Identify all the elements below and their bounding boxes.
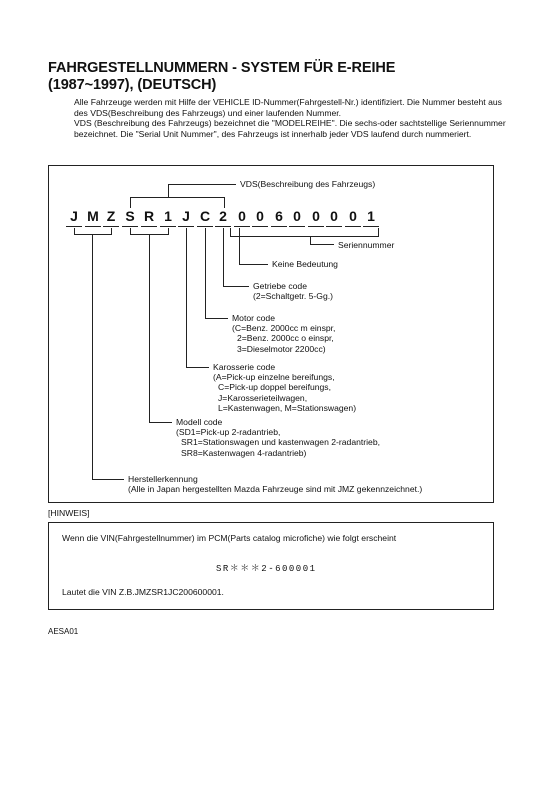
vin-char: 0	[349, 208, 357, 224]
motor-detail-2: 2=Benz. 2000cc o einspr,	[237, 333, 334, 344]
page-title: FAHRGESTELLNUMMERN - SYSTEM FÜR E-REIHE	[48, 60, 396, 76]
vin-char: 0	[293, 208, 301, 224]
vin-char: 0	[256, 208, 264, 224]
vin-char: 6	[275, 208, 283, 224]
vin-char: Z	[106, 208, 116, 224]
vin-char: 1	[367, 208, 375, 224]
page-subtitle: (1987~1997), (DEUTSCH)	[48, 77, 217, 93]
karosserie-code-label	[213, 362, 356, 413]
getriebe-detail: (2=Schaltgetr. 5-Gg.)	[253, 291, 334, 302]
vin-char: C	[199, 208, 211, 224]
hersteller-label	[128, 474, 422, 494]
vin-char: J	[182, 208, 190, 224]
karosserie-title: Karosserie code	[213, 362, 276, 372]
intro-text	[74, 97, 514, 139]
hersteller-title: Herstellerkennung	[128, 474, 198, 484]
modell-detail-1: (SD1=Pick-up 2-radantrieb,	[176, 427, 281, 438]
karosserie-detail-3: J=Karosserieteilwagen,	[218, 392, 308, 403]
keine-bedeutung-label: Keine Bedeutung	[272, 259, 338, 269]
hinweis-code: SR＊＊＊2-600001	[216, 564, 317, 574]
intro-paragraph-1: Alle Fahrzeuge werden mit Hilfe der VEHICLE ID-Nummer(Fahrgestell-Nr.) identifiziert. Die Nummer besteht aus des VDS(Beschreibung des Fahrzeugs) und einer laufenden Nummer.	[74, 97, 502, 118]
modell-detail-2: SR1=Stationswagen und kastenwagen 2-radantrieb,	[181, 437, 380, 448]
vin-char: R	[143, 208, 155, 224]
hinweis-label: [HINWEIS]	[48, 508, 90, 518]
modell-detail-3: SR8=Kastenwagen 4-radantrieb)	[181, 447, 307, 458]
vin-char: 1	[164, 208, 172, 224]
hinweis-line-3: Lautet die VIN Z.B.JMZSR1JC200600001.	[62, 587, 224, 597]
vin-char: 0	[330, 208, 338, 224]
vds-label: VDS(Beschreibung des Fahrzeugs)	[240, 179, 376, 189]
karosserie-detail-1: (A=Pick-up einzelne bereifungs,	[213, 372, 335, 383]
karosserie-detail-2: C=Pick-up doppel bereifungs,	[218, 382, 331, 393]
modell-code-label	[176, 417, 380, 458]
vin-char: 0	[312, 208, 320, 224]
motor-detail-3: 3=Dieselmotor 2200cc)	[237, 343, 326, 354]
karosserie-detail-4: L=Kastenwagen, M=Stationswagen)	[218, 402, 357, 413]
vin-char: S	[125, 208, 135, 224]
vin-char: M	[87, 208, 99, 224]
vin-char: 2	[219, 208, 227, 224]
hinweis-line-1: Wenn die VIN(Fahrgestellnummer) im PCM(Parts catalog microfiche) wie folgt erscheint	[62, 533, 397, 543]
vin-char: J	[70, 208, 78, 224]
getriebe-code-label	[253, 281, 333, 301]
getriebe-title: Getriebe code	[253, 281, 307, 291]
hersteller-detail: (Alle in Japan hergestellten Mazda Fahrzeuge sind mit JMZ gekennzeichnet.)	[128, 484, 423, 495]
motor-code-label	[232, 313, 335, 354]
vin-char: 0	[238, 208, 246, 224]
intro-paragraph-2: VDS (Beschreibung des Fahrzeugs) bezeichnet die "MODELREIHE". Die sechs-oder sachtstellige Seriennummer bezeichnet. Die "Serial Unit Nummer", des Fahrzeugs ist innerhalb jeder VDS laufend durch nummeriert.	[74, 118, 506, 139]
modell-title: Modell code	[176, 417, 223, 427]
motor-title: Motor code	[232, 313, 275, 323]
motor-detail-1: (C=Benz. 2000cc m einspr,	[232, 323, 336, 334]
serial-label: Seriennummer	[338, 240, 395, 250]
footer-code: AESA01	[48, 627, 79, 636]
